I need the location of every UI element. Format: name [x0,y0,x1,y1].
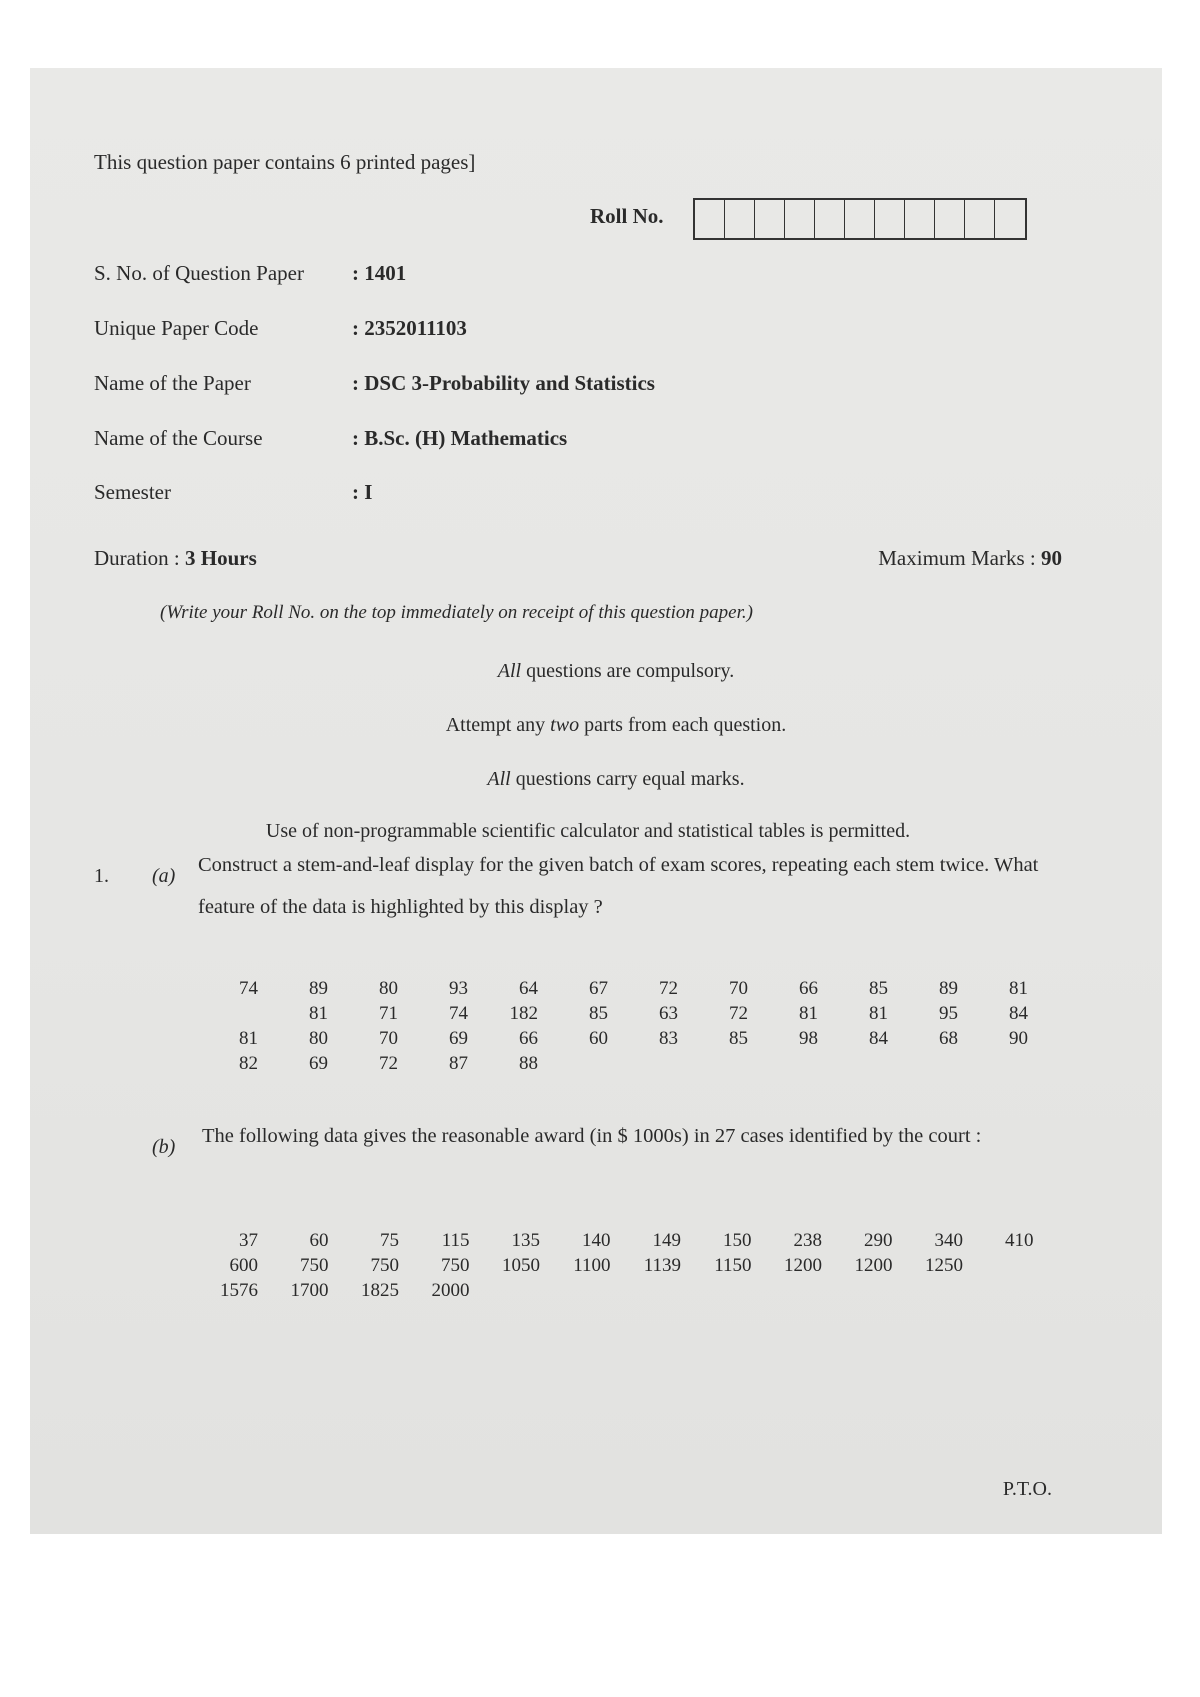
duration-label: Duration : [94,546,180,570]
data-cell: 290 [864,1230,893,1251]
data-cell: 87 [449,1053,468,1074]
data-cell: 1200 [854,1255,893,1276]
data-cell: 81 [1009,978,1028,999]
data-cell: 88 [519,1053,538,1074]
roll-digit-box[interactable] [845,200,875,238]
meta-value-paper-code: : 2352011103 [352,316,467,340]
data-cell: 89 [939,978,958,999]
instruction-equal-marks [50,768,1162,791]
data-cell: 37 [239,1230,258,1251]
roll-instruction-note: (Write your Roll No. on the top immediately on receipt of this question paper.) [160,602,753,623]
part-a-label: (a) [152,865,176,887]
roll-no-label: Roll No. [590,204,664,228]
data-cell: 74 [449,1003,468,1024]
data-cell: 410 [1005,1230,1034,1251]
max-marks [878,546,1062,571]
instruction-calculator: Use of non-programmable scientific calculator and statistical tables is permitted. [265,820,911,842]
instruction-attempt [50,714,1162,737]
data-cell: 93 [449,978,468,999]
data-cell: 69 [449,1028,468,1049]
instruction-attempt-post: parts from each question. [584,714,787,736]
meta-label-course: Name of the Course [94,426,263,450]
data-cell: 340 [934,1230,963,1251]
data-cell: 750 [441,1255,470,1276]
data-cell: 85 [589,1003,608,1024]
meta-value-paper-name: : DSC 3-Probability and Statistics [352,371,655,395]
data-cell: 238 [793,1230,822,1251]
data-cell: 63 [659,1003,678,1024]
roll-digit-box[interactable] [695,200,725,238]
data-cell: 1139 [643,1255,681,1276]
roll-digit-box[interactable] [725,200,755,238]
roll-digit-box[interactable] [815,200,845,238]
roll-digit-box[interactable] [875,200,905,238]
data-cell: 1050 [502,1255,540,1276]
data-cell: 82 [239,1053,258,1074]
data-cell: 98 [799,1028,818,1049]
instruction-equal-marks-em: All [487,768,511,790]
roll-digit-box[interactable] [905,200,935,238]
data-cell: 2000 [431,1280,470,1301]
max-marks-label: Maximum Marks : [878,546,1036,570]
data-cell: 80 [379,978,398,999]
data-cell: 85 [869,978,888,999]
data-cell: 750 [370,1255,399,1276]
instruction-equal-marks-text: questions carry equal marks. [515,768,745,790]
question-paper-sheet [30,68,1162,1534]
data-cell: 95 [939,1003,958,1024]
roll-digit-box[interactable] [965,200,995,238]
data-cell: 75 [380,1230,399,1251]
data-cell: 84 [869,1028,888,1049]
data-cell: 90 [1009,1028,1028,1049]
data-cell: 83 [659,1028,678,1049]
data-cell: 80 [309,1028,328,1049]
data-cell: 182 [509,1003,538,1024]
data-cell: 66 [799,978,818,999]
data-cell: 750 [300,1255,329,1276]
data-cell: 1825 [361,1280,399,1301]
instruction-attempt-pre: Attempt any [445,714,546,736]
data-cell: 1576 [220,1280,258,1301]
data-cell: 1100 [573,1255,611,1276]
data-cell: 60 [309,1230,329,1251]
data-cell: 74 [239,978,258,999]
part-a-text: Construct a stem-and-leaf display for the given batch of exam scores, repeating each stem twice. What feature of the data is highlighted by this display ? [198,854,1039,918]
data-cell: 70 [729,978,748,999]
meta-value-course: : B.Sc. (H) Mathematics [352,426,568,450]
meta-value-semester: : I [352,480,373,504]
part-b-label: (b) [152,1136,176,1158]
data-cell: 69 [309,1053,328,1074]
data-cell: 149 [652,1230,681,1251]
question-number: 1. [94,865,109,887]
instruction-compulsory-text: questions are compulsory. [526,660,735,682]
data-cell: 72 [379,1053,398,1074]
data-cell: 84 [1009,1003,1028,1024]
data-cell: 67 [589,978,608,999]
meta-label-paper-name: Name of the Paper [94,371,251,395]
meta-label-semester: Semester [94,480,171,504]
duration-value: 3 Hours [184,546,257,570]
roll-no-boxes[interactable] [693,198,1027,240]
meta-value-serial: : 1401 [352,261,407,285]
data-cell: 600 [229,1255,258,1276]
data-cell: 150 [723,1230,752,1251]
pto-label: P.T.O. [1002,1478,1052,1500]
meta-label-paper-code: Unique Paper Code [94,316,259,340]
data-cell: 66 [519,1028,538,1049]
data-cell: 81 [239,1028,258,1049]
roll-digit-box[interactable] [785,200,815,238]
data-cell: 72 [729,1003,748,1024]
meta-label-serial: S. No. of Question Paper [94,261,304,285]
part-b-text: The following data gives the reasonable award (in $ 1000s) in 27 cases identified by the court : [202,1125,982,1147]
data-cell: 71 [379,1003,398,1024]
data-cell: 1150 [714,1255,752,1276]
data-cell: 135 [511,1230,540,1251]
instruction-attempt-em: two [550,714,580,736]
duration [94,546,257,571]
data-cell: 60 [589,1028,608,1049]
data-cell: 1200 [784,1255,822,1276]
data-cell: 1250 [925,1255,963,1276]
data-cell: 70 [379,1028,398,1049]
data-cell: 81 [309,1003,328,1024]
instruction-compulsory-em: All [497,660,522,682]
data-cell: 81 [869,1003,888,1024]
data-cell: 85 [729,1028,748,1049]
data-cell: 1700 [290,1280,329,1301]
instruction-compulsory [50,660,1162,683]
roll-digit-box[interactable] [755,200,785,238]
data-cell: 140 [582,1230,611,1251]
data-cell: 81 [799,1003,818,1024]
pages-note: This question paper contains 6 printed pages] [94,150,476,174]
data-cell: 68 [939,1028,958,1049]
max-marks-value: 90 [1041,546,1062,570]
roll-digit-box[interactable] [995,200,1025,238]
data-cell: 72 [659,978,678,999]
data-cell: 89 [309,978,328,999]
data-cell: 64 [519,978,538,999]
roll-digit-box[interactable] [935,200,965,238]
data-cell: 115 [441,1230,470,1251]
